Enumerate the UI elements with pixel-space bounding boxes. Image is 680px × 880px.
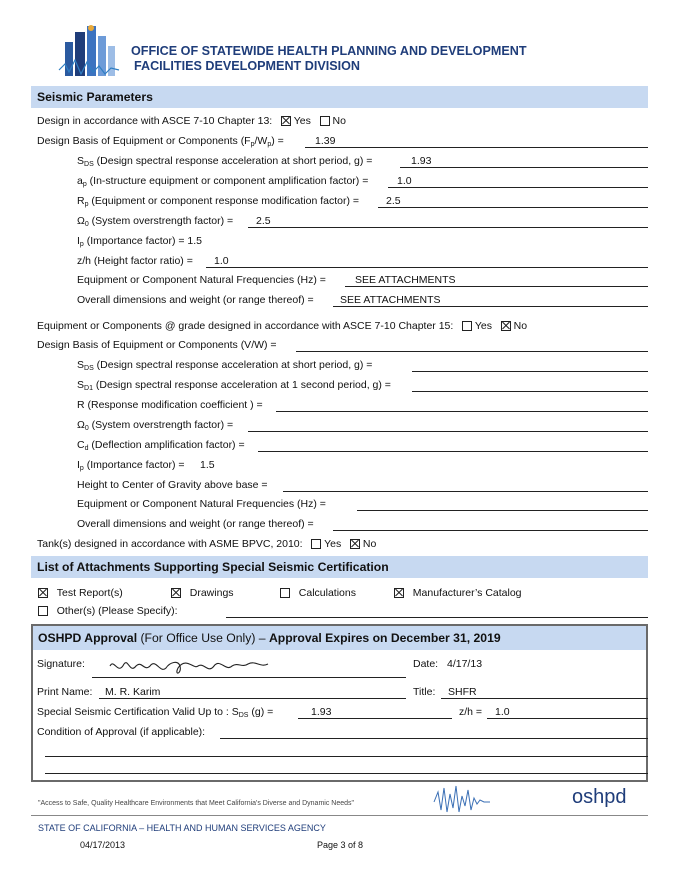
sds-value: 1.93 xyxy=(411,155,432,167)
title-value: SHFR xyxy=(448,686,477,698)
others-label: Other(s) (Please Specify): xyxy=(56,605,178,617)
ch15-cd-text: (Deflection amplification factor) = xyxy=(88,439,245,451)
test-reports-label: Test Report(s) xyxy=(56,587,123,599)
zh-value: 1.0 xyxy=(214,255,229,267)
ch15-omega-text: (System overstrength factor) = xyxy=(88,419,234,431)
ch15-omega-label xyxy=(77,418,233,436)
ch15-basis-label: Design Basis of Equipment or Components (V/W) = xyxy=(37,339,277,351)
sds-text: (Design spectral response acceleration at short period, g) = xyxy=(93,155,373,167)
ch15-sd1-pre: S xyxy=(77,379,85,391)
footer-agency: STATE OF CALIFORNIA – HEALTH AND HUMAN SERVICES AGENCY xyxy=(38,823,326,833)
ap-pre: a xyxy=(77,175,83,187)
condition-field-1[interactable] xyxy=(220,738,648,739)
ch15-label: Equipment or Components @ grade designed in accordance with ASCE 7-10 Chapter 15: xyxy=(37,320,454,332)
ch15-sds-label xyxy=(77,358,372,376)
oshpd-building-logo xyxy=(55,20,125,80)
footer-date: 04/17/2013 xyxy=(80,840,126,850)
catalog-label: Manufacturer’s Catalog xyxy=(412,587,522,599)
print-name-label: Print Name: xyxy=(37,686,93,698)
ap-label xyxy=(77,174,368,192)
ch15-no-label: No xyxy=(513,320,528,332)
basis-sub-2: p xyxy=(267,141,272,148)
valid-label-a: Special Seismic Certification Valid Up to : S xyxy=(37,706,239,718)
approval-title-normal: (For Office Use Only) – xyxy=(137,631,269,645)
basis-label-c: ) = xyxy=(271,135,284,147)
ch15-no-checkbox[interactable] xyxy=(501,321,511,331)
rp-sub: p xyxy=(84,201,89,208)
valid-sds-value: 1.93 xyxy=(311,706,332,718)
freq-value: SEE ATTACHMENTS xyxy=(355,274,456,286)
ch15-dims-label: Overall dimensions and weight (or range thereof) = xyxy=(77,518,314,530)
omega-field[interactable] xyxy=(248,227,648,228)
rp-value: 2.5 xyxy=(386,195,401,207)
basis-label-a: Design Basis of Equipment or Components (F xyxy=(37,135,251,147)
ch15-sds-sub: DS xyxy=(84,365,94,372)
ch13-yes-label: Yes xyxy=(293,115,311,127)
drawings-label: Drawings xyxy=(189,587,234,599)
valid-zh-value: 1.0 xyxy=(495,706,510,718)
ch13-label: Design in accordance with ASCE 7-10 Chapter 13: xyxy=(37,115,273,127)
basis-sub-1: p xyxy=(250,141,255,148)
others-field[interactable] xyxy=(226,617,648,618)
date-value: 4/17/13 xyxy=(447,658,483,670)
ch15-omega-pre: Ω xyxy=(77,419,85,431)
ch15-sd1-text: (Design spectral response acceleration at 1 second period, g) = xyxy=(92,379,391,391)
ch15-cd-label xyxy=(77,438,245,456)
header-title xyxy=(131,44,527,74)
ch15-sds-pre: S xyxy=(77,359,85,371)
ch15-freq-field[interactable] xyxy=(357,510,648,511)
ch15-ip-value: 1.5 xyxy=(200,459,215,471)
omega-pre: Ω xyxy=(77,215,85,227)
ch15-yes-label: Yes xyxy=(474,320,492,332)
zh-field[interactable] xyxy=(206,267,648,268)
condition-field-2[interactable] xyxy=(45,756,648,757)
attachments-header: List of Attachments Supporting Special Seismic Certification xyxy=(31,556,648,578)
sds-sub: DS xyxy=(84,161,94,168)
attachment-catalog xyxy=(394,586,522,600)
rp-field[interactable] xyxy=(378,207,648,208)
ch15-cg-field[interactable] xyxy=(283,491,648,492)
attachment-test-reports xyxy=(38,586,123,600)
rp-pre: R xyxy=(77,195,85,207)
basis-fp-field[interactable] xyxy=(305,147,648,148)
valid-zh-label: z/h = xyxy=(459,706,483,718)
signature-label: Signature: xyxy=(37,658,85,670)
footer-page: Page 3 of 8 xyxy=(317,840,364,850)
ch15-r-field[interactable] xyxy=(276,411,648,412)
sds-pre: S xyxy=(77,155,85,167)
dims-value: SEE ATTACHMENTS xyxy=(340,294,441,306)
ch15-basis-field[interactable] xyxy=(296,351,648,352)
calculations-checkbox[interactable] xyxy=(280,588,290,598)
header-line-2: FACILITIES DEVELOPMENT DIVISION xyxy=(134,59,361,73)
basis-label-b: /W xyxy=(254,135,268,147)
ch15-sd1-field[interactable] xyxy=(412,391,648,392)
ch15-omega-field[interactable] xyxy=(248,431,648,432)
ch15-sd1-label xyxy=(77,378,391,396)
ap-value: 1.0 xyxy=(397,175,412,187)
omega-label xyxy=(77,214,233,232)
approval-header xyxy=(33,626,646,650)
ch15-cg-label: Height to Center of Gravity above base = xyxy=(77,479,268,491)
dims-label: Overall dimensions and weight (or range thereof) = xyxy=(77,294,314,306)
ch15-r-label: R (Response modification coefficient ) = xyxy=(77,399,263,411)
footer-wave-graphic xyxy=(432,782,492,816)
date-label: Date: xyxy=(413,658,439,670)
ap-field[interactable] xyxy=(388,187,648,188)
valid-label xyxy=(37,705,273,723)
ch13-no-label: No xyxy=(332,115,346,127)
freq-label: Equipment or Component Natural Frequencies (Hz) = xyxy=(77,274,326,286)
condition-field-3[interactable] xyxy=(45,773,648,774)
ch15-cd-pre: C xyxy=(77,439,85,451)
tank-label: Tank(s) designed in accordance with ASME BPVC, 2010: xyxy=(37,538,303,550)
tank-no-checkbox[interactable] xyxy=(350,539,360,549)
ip-label xyxy=(77,234,202,252)
test-reports-checkbox[interactable] xyxy=(38,588,48,598)
valid-sub: DS xyxy=(238,712,249,719)
header-line-1: OFFICE OF STATEWIDE HEALTH PLANNING AND DEVELOPMENT xyxy=(131,44,527,58)
ip-pre: I xyxy=(77,235,80,247)
ip-text: (Importance factor) = 1.5 xyxy=(83,235,203,247)
ch15-dims-field[interactable] xyxy=(333,530,648,531)
footer-oshpd-logo: oshpd xyxy=(572,786,627,808)
omega-sub: 0 xyxy=(84,221,89,228)
sds-label xyxy=(77,154,372,172)
tank-yes-label: Yes xyxy=(324,538,342,550)
ch15-cd-field[interactable] xyxy=(258,451,648,452)
ch15-freq-label: Equipment or Component Natural Frequencies (Hz) = xyxy=(77,498,326,510)
ch15-sd1-sub: D1 xyxy=(84,385,93,392)
ch15-sds-field[interactable] xyxy=(412,371,648,372)
condition-label: Condition of Approval (if applicable): xyxy=(37,726,206,738)
attachment-drawings xyxy=(171,586,234,600)
ch13-row xyxy=(37,114,346,128)
ch15-ip-text: (Importance factor) = xyxy=(83,459,185,471)
basis-fp-label xyxy=(37,134,284,152)
footer-divider xyxy=(31,815,648,816)
valid-zh-field[interactable] xyxy=(487,718,648,719)
ch15-cd-sub: d xyxy=(84,445,89,452)
ap-text: (In-structure equipment or component amplification factor) = xyxy=(86,175,369,187)
omega-text: (System overstrength factor) = xyxy=(88,215,234,227)
attachment-calculations xyxy=(280,586,356,600)
catalog-checkbox[interactable] xyxy=(394,588,404,598)
sds-field[interactable] xyxy=(400,167,648,168)
drawings-checkbox[interactable] xyxy=(171,588,181,598)
omega-value: 2.5 xyxy=(256,215,271,227)
seismic-parameters-header: Seismic Parameters xyxy=(31,86,648,108)
print-name-value: M. R. Karim xyxy=(105,686,161,698)
tank-yes-checkbox[interactable] xyxy=(311,539,321,549)
calculations-label: Calculations xyxy=(298,587,356,599)
ch15-sds-text: (Design spectral response acceleration at short period, g) = xyxy=(93,359,373,371)
ch13-yes-checkbox[interactable] xyxy=(281,116,291,126)
ch15-ip-sub: p xyxy=(79,465,84,472)
approval-title: OSHPD Approval xyxy=(38,631,138,645)
tank-no-label: No xyxy=(362,538,377,550)
valid-label-b: (g) = xyxy=(248,706,274,718)
tank-row xyxy=(37,537,376,551)
attachment-others xyxy=(38,604,178,618)
handwritten-signature xyxy=(108,652,278,680)
ch15-omega-sub: 0 xyxy=(84,425,89,432)
ch13-no-checkbox[interactable] xyxy=(320,116,330,126)
basis-fp-value: 1.39 xyxy=(315,135,336,147)
rp-label xyxy=(77,194,359,212)
approval-expiry: Approval Expires on December 31, 2019 xyxy=(268,631,501,645)
ch15-yes-checkbox[interactable] xyxy=(462,321,472,331)
ch15-ip-label xyxy=(77,458,185,476)
ch15-row xyxy=(37,319,527,333)
zh-label: z/h (Height factor ratio) = xyxy=(77,255,193,267)
title-label: Title: xyxy=(413,686,436,698)
footer-tagline: "Access to Safe, Quality Healthcare Environments that Meet California's Diverse and Dynamic Needs" xyxy=(38,800,354,807)
rp-text: (Equipment or component response modification factor) = xyxy=(88,195,360,207)
ip-sub: p xyxy=(79,241,84,248)
ch15-ip-pre: I xyxy=(77,459,80,471)
others-checkbox[interactable] xyxy=(38,606,48,616)
ap-sub: p xyxy=(82,181,87,188)
